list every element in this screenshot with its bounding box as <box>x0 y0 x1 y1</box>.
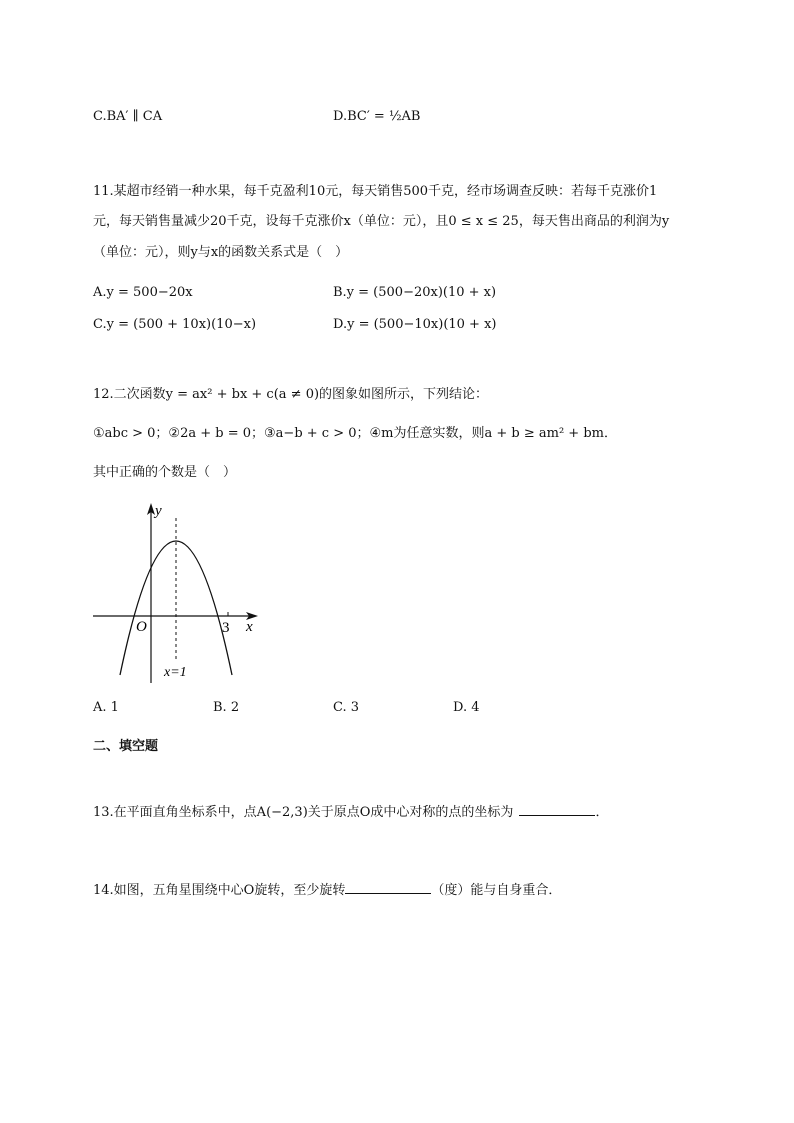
q10-option-c: C.BA′ ∥ CA <box>93 109 163 124</box>
q13-text: 13.在平面直角坐标系中，点A(−2,3)关于原点O成中心对称的点的坐标为 <box>93 805 514 820</box>
q12-option-d: D. 4 <box>453 700 480 715</box>
q11-option-b: B.y = (500−20x)(10 + x) <box>333 285 497 300</box>
tick-label-3: 3 <box>222 620 230 636</box>
q12-stem-line3: 其中正确的个数是（ ） <box>93 465 237 480</box>
q11-stem-line1: 11.某超市经销一种水果，每千克盈利10元，每天销售500千克，经市场调查反映：若每千克涨价1 <box>93 184 658 199</box>
q14-text: 14.如图，五角星围绕中心O旋转，至少旋转 <box>93 883 346 898</box>
q12-stem-line1: 12.二次函数y = ax² + bx + c(a ≠ 0)的图象如图所示，下列结论： <box>93 387 489 402</box>
q12-option-b: B. 2 <box>213 700 240 715</box>
q14-answer-blank[interactable] <box>345 879 431 894</box>
q11-stem-line3: （单位：元），则y与x的函数关系式是（ ） <box>93 245 349 260</box>
q11-option-a: A.y = 500−20x <box>93 285 193 300</box>
q13-period: ． <box>595 805 609 820</box>
q14-question <box>93 879 561 900</box>
parabola-graph <box>88 500 263 685</box>
q11-option-c: C.y = (500 + 10x)(10−x) <box>93 317 257 332</box>
section-title: 二、填空题 <box>93 739 159 754</box>
q11-stem-line2: 元，每天销售量减少20千克，设每千克涨价x（单位：元），且0 ≤ x ≤ 25，每天售出商品的利润为y <box>93 214 670 229</box>
q10-option-d: D.BC′ = ½AB <box>333 109 421 124</box>
q12-stem-line2: ①abc > 0；②2a + b = 0；③a−b + c > 0；④m为任意实数，则a + b ≥ am² + bm． <box>93 426 617 441</box>
x-axis-label: x <box>246 619 253 635</box>
q12-option-a: A. 1 <box>93 700 119 715</box>
symmetry-axis-label: x=1 <box>164 665 187 680</box>
q14-text-end: （度）能与自身重合． <box>431 883 562 898</box>
q12-option-c: C. 3 <box>333 700 360 715</box>
q11-option-d: D.y = (500−10x)(10 + x) <box>333 317 497 332</box>
origin-label: O <box>136 619 147 635</box>
y-axis-label: y <box>155 503 162 519</box>
q13-answer-blank[interactable] <box>519 801 595 816</box>
q13-question <box>93 801 608 822</box>
